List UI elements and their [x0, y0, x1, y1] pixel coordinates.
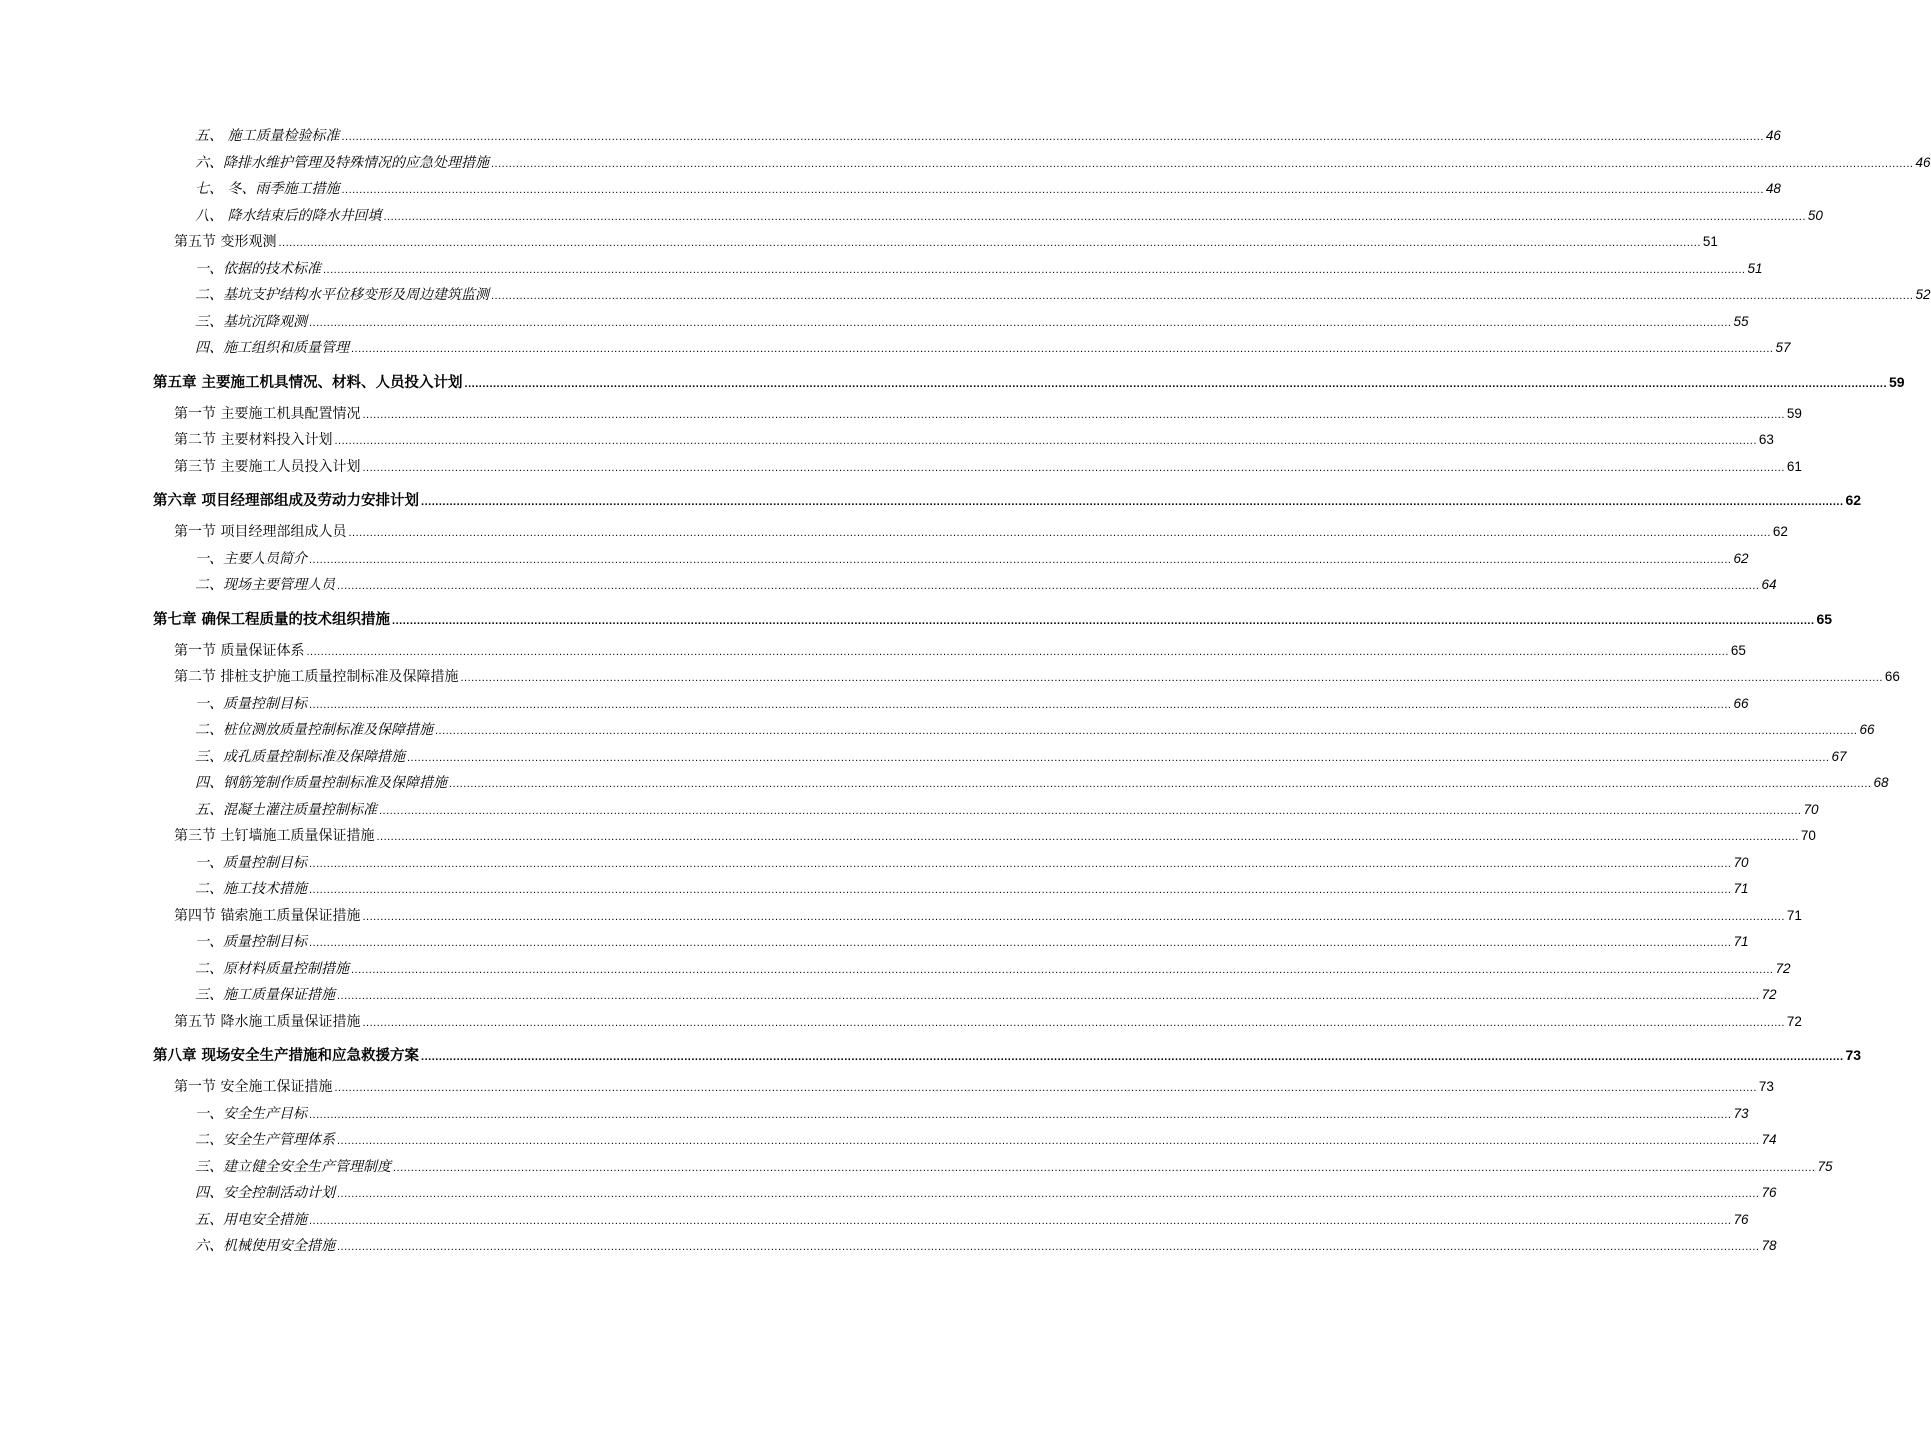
dot-leader: ................................................................................................................................................................................................................................................................................................................................................................................................................ — [278, 237, 1701, 249]
toc-page-number: 63 — [1758, 432, 1774, 447]
toc-item-entry[interactable] — [153, 546, 1749, 573]
toc-item-entry[interactable] — [153, 203, 1823, 230]
toc-entry-title: 第三节 主要施工人员投入计划 — [174, 458, 361, 475]
toc-item-entry[interactable] — [153, 1101, 1749, 1128]
dot-leader: ................................................................................................................................................................................................................................................................................................................................................................................................................ — [351, 343, 1774, 355]
toc-entry-title: 第二节 主要材料投入计划 — [174, 432, 333, 448]
dot-leader: ................................................................................................................................................................................................................................................................................................................................................................................................................ — [449, 778, 1872, 790]
toc-section-entry[interactable] — [153, 664, 1900, 691]
toc-chapter-entry[interactable] — [153, 1037, 1862, 1074]
toc-entry-title: 三、建立健全安全生产管理制度 — [195, 1158, 391, 1175]
toc-entry-title: 一、依据的技术标准 — [195, 260, 321, 277]
toc-item-entry[interactable] — [153, 850, 1749, 877]
toc-entry-title: 第四节 锚索施工质量保证措施 — [174, 907, 361, 924]
toc-entry-title: 第一节 主要施工机具配置情况 — [174, 405, 361, 422]
toc-entry-title: 第八章 现场安全生产措施和应急救援方案 — [153, 1047, 420, 1064]
toc-page-number: 55 — [1733, 313, 1749, 329]
toc-entry-title: 一、质量控制目标 — [195, 695, 307, 712]
dot-leader: ................................................................................................................................................................................................................................................................................................................................................................................................................ — [435, 725, 1858, 737]
toc-entry-title: 四、施工组织和质量管理 — [195, 340, 349, 356]
dot-leader: ................................................................................................................................................................................................................................................................................................................................................................................................................ — [309, 553, 1732, 566]
dot-leader: ................................................................................................................................................................................................................................................................................................................................................................................................................ — [337, 1241, 1760, 1253]
toc-page-number: 76 — [1733, 1211, 1749, 1227]
toc-page-number: 70 — [1803, 801, 1819, 817]
toc-entry-title: 三、基坑沉降观测 — [195, 313, 307, 330]
toc-entry-title: 二、安全生产管理体系 — [195, 1132, 335, 1148]
toc-chapter-entry[interactable] — [153, 601, 1833, 638]
toc-page-number: 78 — [1761, 1238, 1777, 1253]
dot-leader: ................................................................................................................................................................................................................................................................................................................................................................................................................ — [309, 857, 1732, 870]
toc-page-number: 67 — [1831, 748, 1847, 764]
dot-leader: ................................................................................................................................................................................................................................................................................................................................................................................................................ — [309, 884, 1732, 896]
toc-item-entry[interactable] — [153, 256, 1763, 283]
toc-page-number: 72 — [1761, 987, 1777, 1002]
toc-item-entry[interactable] — [153, 1180, 1777, 1207]
toc-item-entry[interactable] — [153, 1233, 1777, 1260]
toc-page-number: 52 — [1915, 287, 1931, 302]
toc-page-number: 76 — [1761, 1185, 1777, 1200]
toc-entry-title: 第五节 变形观测 — [174, 234, 277, 250]
toc-page-number: 62 — [1845, 492, 1862, 508]
toc-entry-title: 二、原材料质量控制措施 — [195, 960, 349, 977]
toc-page-number: 74 — [1761, 1132, 1777, 1147]
dot-leader: ................................................................................................................................................................................................................................................................................................................................................................................................................ — [383, 210, 1806, 223]
toc-section-entry[interactable] — [153, 1009, 1802, 1036]
dot-leader: ................................................................................................................................................................................................................................................................................................................................................................................................................ — [491, 157, 1914, 170]
toc-item-entry[interactable] — [153, 797, 1819, 824]
toc-page-number: 73 — [1733, 1105, 1749, 1121]
toc-entry-title: 八、 降水结束后的降水井回填 — [195, 207, 382, 224]
toc-page-number: 65 — [1730, 642, 1746, 658]
dot-leader: ................................................................................................................................................................................................................................................................................................................................................................................................................ — [334, 1082, 1757, 1094]
dot-leader: ................................................................................................................................................................................................................................................................................................................................................................................................................ — [337, 1188, 1760, 1200]
toc-item-entry[interactable] — [153, 150, 1931, 177]
toc-chapter-entry[interactable] — [153, 482, 1862, 519]
toc-page-number: 62 — [1733, 550, 1749, 566]
toc-item-entry[interactable] — [153, 282, 1931, 309]
toc-page-number: 61 — [1786, 458, 1802, 474]
toc-item-entry[interactable] — [153, 770, 1889, 797]
dot-leader: ................................................................................................................................................................................................................................................................................................................................................................................................................ — [376, 831, 1799, 843]
toc-entry-title: 第一节 质量保证体系 — [174, 642, 305, 659]
toc-section-entry[interactable] — [153, 823, 1816, 850]
toc-entry-title: 三、施工质量保证措施 — [195, 987, 335, 1003]
dot-leader: ................................................................................................................................................................................................................................................................................................................................................................................................................ — [362, 910, 1785, 923]
toc-item-entry[interactable] — [153, 572, 1777, 599]
toc-entry-title: 四、安全控制活动计划 — [195, 1185, 335, 1201]
toc-entry-title: 三、成孔质量控制标准及保障措施 — [195, 748, 405, 765]
dot-leader: ................................................................................................................................................................................................................................................................................................................................................................................................................ — [393, 1161, 1816, 1174]
dot-leader: ................................................................................................................................................................................................................................................................................................................................................................................................................ — [323, 263, 1746, 276]
toc-section-entry[interactable] — [153, 401, 1802, 428]
toc-page-number: 72 — [1775, 960, 1791, 976]
dot-leader: ................................................................................................................................................................................................................................................................................................................................................................................................................ — [337, 990, 1760, 1002]
dot-leader: ................................................................................................................................................................................................................................................................................................................................................................................................................ — [460, 672, 1883, 684]
dot-leader: ................................................................................................................................................................................................................................................................................................................................................................................................................ — [309, 698, 1732, 711]
toc-section-entry[interactable] — [153, 638, 1746, 665]
toc-item-entry[interactable] — [153, 1207, 1749, 1234]
toc-entry-title: 六、降排水维护管理及特殊情况的应急处理措施 — [195, 154, 489, 171]
toc-entry-title: 五、用电安全措施 — [195, 1211, 307, 1228]
dot-leader: ................................................................................................................................................................................................................................................................................................................................................................................................................ — [334, 435, 1757, 447]
toc-entry-title: 第二节 排桩支护施工质量控制标准及保障措施 — [174, 669, 459, 685]
toc-page-number: 71 — [1786, 907, 1802, 923]
toc-page-number: 71 — [1733, 934, 1749, 949]
toc-page-number: 66 — [1859, 722, 1875, 737]
dot-leader: ................................................................................................................................................................................................................................................................................................................................................................................................................ — [309, 937, 1732, 949]
dot-leader: ................................................................................................................................................................................................................................................................................................................................................................................................................ — [341, 131, 1764, 143]
toc-entry-title: 第五章 主要施工机具情况、材料、人员投入计划 — [153, 373, 463, 391]
toc-page-number: 70 — [1733, 854, 1749, 870]
toc-item-entry[interactable] — [153, 744, 1847, 771]
toc-page-number: 46 — [1765, 128, 1781, 143]
toc-entry-title: 第三节 土钉墙施工质量保证措施 — [174, 828, 375, 844]
toc-item-entry[interactable] — [153, 123, 1781, 150]
toc-page-number: 51 — [1747, 260, 1763, 276]
toc-entry-title: 第七章 确保工程质量的技术组织措施 — [153, 610, 391, 628]
toc-item-entry[interactable] — [153, 929, 1749, 956]
toc-item-entry[interactable] — [153, 956, 1791, 983]
toc-page-number: 48 — [1765, 181, 1781, 196]
toc-page-number: 65 — [1816, 610, 1833, 627]
toc-page-number: 59 — [1786, 405, 1802, 421]
toc-page-number: 70 — [1800, 828, 1816, 843]
dot-leader: ................................................................................................................................................................................................................................................................................................................................................................................................................ — [491, 290, 1914, 302]
toc-page-number: 46 — [1915, 154, 1931, 170]
toc-page-number: 66 — [1884, 669, 1900, 684]
dot-leader: ................................................................................................................................................................................................................................................................................................................................................................................................................ — [306, 645, 1729, 658]
toc-item-entry[interactable] — [153, 176, 1781, 203]
toc-page-number: 75 — [1817, 1158, 1833, 1174]
dot-leader: ................................................................................................................................................................................................................................................................................................................................................................................................................ — [309, 316, 1732, 329]
toc-entry-title: 二、现场主要管理人员 — [195, 577, 335, 593]
toc-section-entry[interactable] — [153, 229, 1718, 256]
toc-item-entry[interactable] — [153, 1127, 1777, 1154]
toc-entry-title: 六、机械使用安全措施 — [195, 1238, 335, 1254]
dot-leader: ................................................................................................................................................................................................................................................................................................................................................................................................................ — [407, 751, 1830, 764]
dot-leader: ................................................................................................................................................................................................................................................................................................................................................................................................................ — [309, 1214, 1732, 1227]
dot-leader: ................................................................................................................................................................................................................................................................................................................................................................................................................ — [362, 408, 1785, 421]
toc-section-entry[interactable] — [153, 903, 1802, 930]
toc-entry-title: 一、安全生产目标 — [195, 1105, 307, 1122]
dot-leader: ................................................................................................................................................................................................................................................................................................................................................................................................................ — [351, 963, 1774, 976]
toc-page-number: 59 — [1889, 373, 1905, 390]
toc-item-entry[interactable] — [153, 1154, 1833, 1181]
toc-item-entry[interactable] — [153, 717, 1875, 744]
toc-entry-title: 第一节 安全施工保证措施 — [174, 1079, 333, 1095]
toc-page-number: 72 — [1786, 1013, 1802, 1029]
toc-entry-title: 一、质量控制目标 — [195, 934, 307, 950]
toc-entry-title: 二、基坑支护结构水平位移变形及周边建筑监测 — [195, 287, 489, 303]
toc-entry-title: 第一节 项目经理部组成人员 — [174, 524, 347, 540]
dot-leader: ................................................................................................................................................................................................................................................................................................................................................................................................................ — [341, 184, 1764, 196]
toc-page-number: 64 — [1761, 577, 1777, 592]
dot-leader: ................................................................................................................................................................................................................................................................................................................................................................................................................ — [379, 804, 1802, 817]
toc-entry-title: 一、质量控制目标 — [195, 854, 307, 871]
toc-entry-title: 四、钢筋笼制作质量控制标准及保障措施 — [195, 775, 447, 791]
toc-chapter-entry[interactable] — [153, 364, 1905, 401]
toc-section-entry[interactable] — [153, 519, 1788, 546]
toc-page-number: 71 — [1733, 881, 1749, 896]
dot-leader: ................................................................................................................................................................................................................................................................................................................................................................................................................ — [337, 580, 1760, 592]
toc-item-entry[interactable] — [153, 876, 1749, 903]
dot-leader: ................................................................................................................................................................................................................................................................................................................................................................................................................ — [309, 1108, 1732, 1121]
toc-page-number: 57 — [1775, 340, 1791, 355]
toc-section-entry[interactable] — [153, 427, 1774, 454]
toc-entry-title: 第五节 降水施工质量保证措施 — [174, 1013, 361, 1030]
dot-leader: ................................................................................................................................................................................................................................................................................................................................................................................................................ — [421, 1051, 1844, 1063]
toc-page-number: 68 — [1873, 775, 1889, 790]
dot-leader: ................................................................................................................................................................................................................................................................................................................................................................................................................ — [362, 1016, 1785, 1029]
toc-item-entry[interactable] — [153, 691, 1749, 718]
dot-leader: ................................................................................................................................................................................................................................................................................................................................................................................................................ — [421, 496, 1844, 508]
toc-entry-title: 五、混凝土灌注质量控制标准 — [195, 801, 377, 818]
toc-item-entry[interactable] — [153, 309, 1749, 336]
toc-page-number: 50 — [1807, 207, 1823, 223]
toc-page-number: 51 — [1702, 234, 1718, 249]
toc-section-entry[interactable] — [153, 454, 1802, 481]
toc-entry-title: 二、桩位测放质量控制标准及保障措施 — [195, 722, 433, 738]
toc-entry-title: 一、主要人员简介 — [195, 550, 307, 567]
dot-leader: ................................................................................................................................................................................................................................................................................................................................................................................................................ — [337, 1135, 1760, 1147]
toc-entry-title: 二、施工技术措施 — [195, 881, 307, 897]
toc-page-number: 73 — [1845, 1047, 1862, 1063]
toc-page-number: 62 — [1772, 524, 1788, 539]
table-of-contents — [153, 123, 1931, 1260]
dot-leader: ................................................................................................................................................................................................................................................................................................................................................................................................................ — [348, 527, 1771, 539]
toc-item-entry[interactable] — [153, 982, 1777, 1009]
toc-section-entry[interactable] — [153, 1074, 1774, 1101]
toc-page-number: 66 — [1733, 695, 1749, 711]
dot-leader: ................................................................................................................................................................................................................................................................................................................................................................................................................ — [392, 614, 1815, 627]
toc-entry-title: 第六章 项目经理部组成及劳动力安排计划 — [153, 492, 420, 509]
toc-entry-title: 七、 冬、雨季施工措施 — [195, 181, 340, 197]
dot-leader: ................................................................................................................................................................................................................................................................................................................................................................................................................ — [464, 377, 1888, 390]
dot-leader: ................................................................................................................................................................................................................................................................................................................................................................................................................ — [362, 461, 1785, 474]
toc-page-number: 73 — [1758, 1079, 1774, 1094]
toc-entry-title: 五、 施工质量检验标准 — [195, 128, 340, 144]
toc-item-entry[interactable] — [153, 335, 1791, 362]
